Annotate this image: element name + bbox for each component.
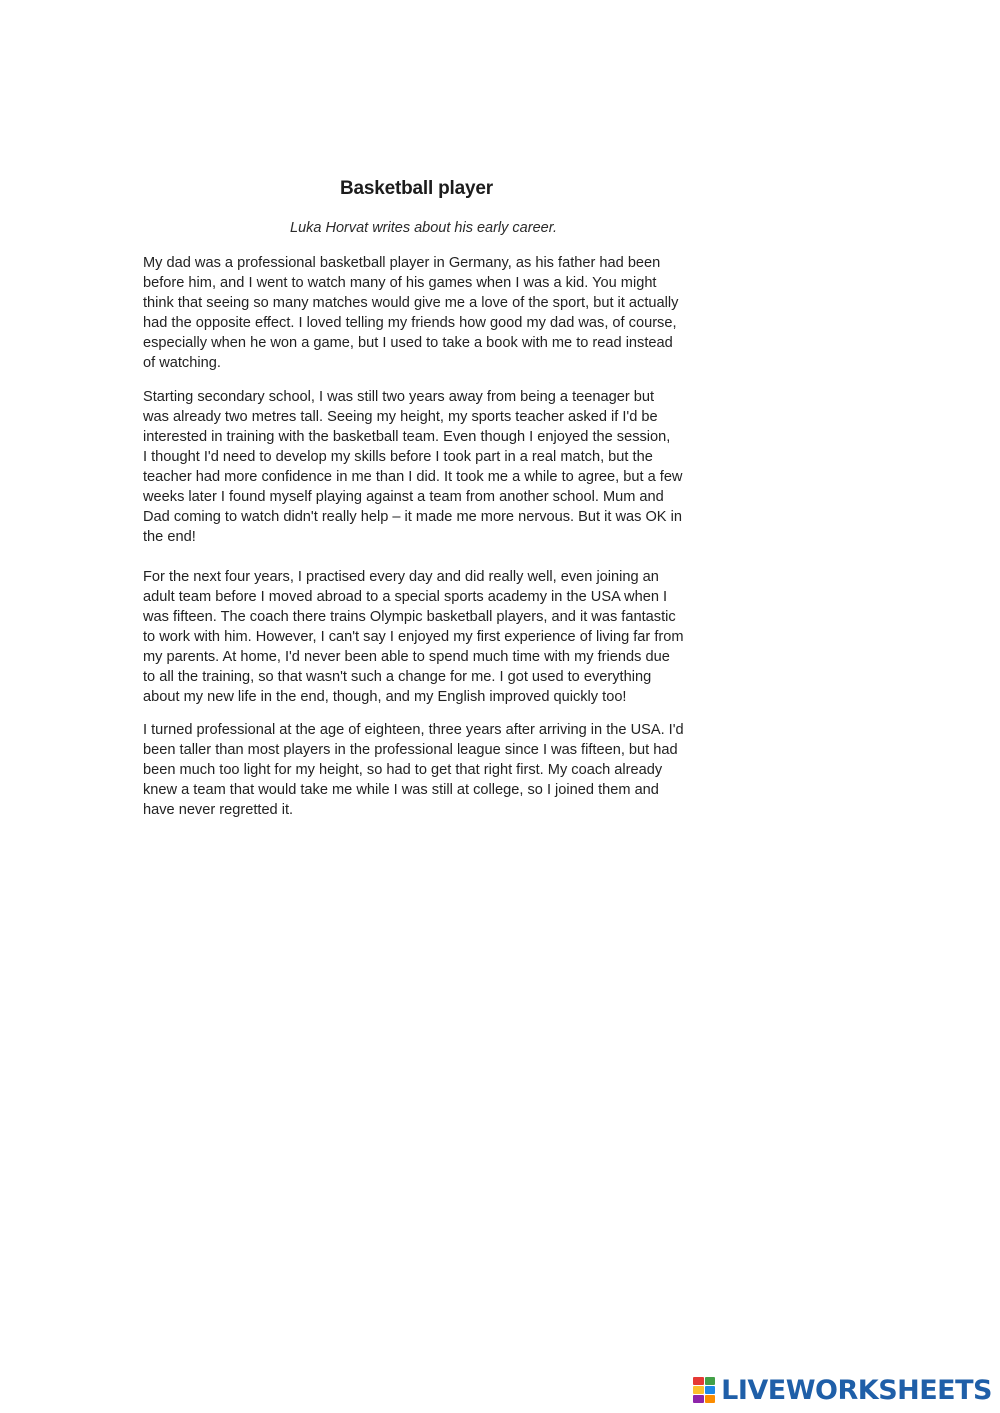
logo-block <box>705 1395 716 1403</box>
article-paragraph-4 <box>143 720 733 820</box>
logo-mark-icon <box>693 1377 715 1403</box>
article-paragraph-3 <box>143 567 733 707</box>
logo-block <box>705 1386 716 1394</box>
paragraph-text: For the next four years, I practised every day and did really well, even joining an adult team before I moved abroad to a special sports academy in the USA when I was fifteen. The coach there trains Olympic basketball players, and it was fantastic to work with him. However, I can't say I enjoyed my first experience of living far from my parents. At home, I'd never been able to spend much time with my friends due to all the training, so that wasn't such a change for me. I got used to everything about my new life in the end, though, and my English improved quickly too! <box>143 569 684 705</box>
logo-block <box>693 1377 704 1385</box>
paragraph-text: My dad was a professional basketball player in Germany, as his father had been before him, and I went to watch many of his games when I was a kid. You might think that seeing so many matches would give me a love of the sport, but it actually had the opposite effect. I loved telling my friends how good my dad was, of course, especially when he won a game, but I used to take a book with me to read instead of watching. <box>143 255 679 371</box>
logo-block <box>705 1377 716 1385</box>
paragraph-text: Starting secondary school, I was still two years away from being a teenager but was already two metres tall. Seeing my height, my sports teacher asked if I'd be interested in training with the basketball team. Even though I enjoyed the session, I thought I'd need to develop my skills before I took part in a real match, but the teacher had more confidence in me than I did. It took me a while to agree, but a few weeks later I found myself playing against a team from another school. Mum and Dad coming to watch didn't really help – it made me more nervous. But it was OK in the end! <box>143 389 683 545</box>
logo-block <box>693 1386 704 1394</box>
article-subtitle: Luka Horvat writes about his early career. <box>290 220 558 236</box>
article-title: Basketball player <box>340 178 493 199</box>
article-paragraph-2 <box>143 387 733 547</box>
paragraph-text: I turned professional at the age of eighteen, three years after arriving in the USA. I'd been taller than most players in the professional league since I was fifteen, but had been much too light for my height, so had to get that right first. My coach already knew a team that would take me while I was still at college, so I joined them and have never regretted it. <box>143 722 684 818</box>
logo-text: LIVEWORKSHEETS <box>721 1374 992 1406</box>
logo-block <box>693 1395 704 1403</box>
article-paragraph-1 <box>143 253 733 373</box>
liveworksheets-logo[interactable] <box>693 1373 992 1407</box>
